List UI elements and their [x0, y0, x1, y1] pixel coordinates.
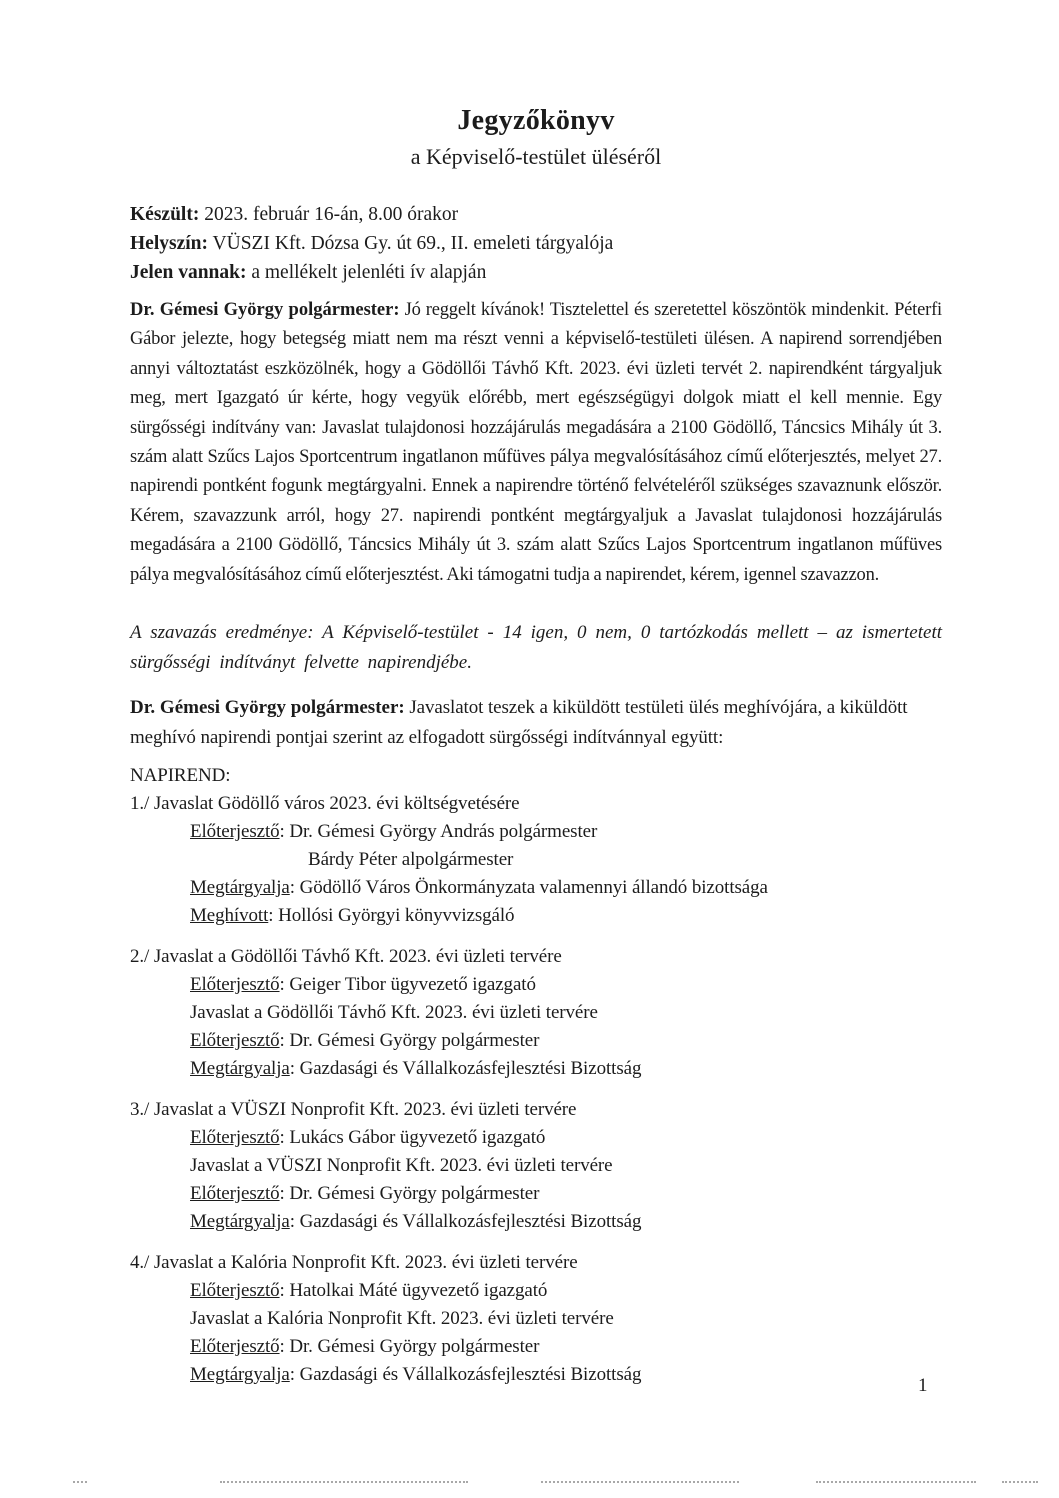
napirend-item-3-line-4: Megtárgyalja: Gazdasági és Vállalkozásfejlesztési Bizottság: [190, 1211, 642, 1232]
scan-artifact-segment: [1002, 1481, 1038, 1483]
speech-paragraph-1: [130, 296, 942, 590]
speech-text-1: Jó reggelt kívánok! Tisztelettel és szeretettel köszöntök mindenkit. Péterfi Gábor jelezte, hogy betegség miatt nem ma részt venni a képviselő-testületi ülésen. A napirend sorrendjében annyi változtatást eszközölnék, hogy a Gödöllői Távhő Kft. 2023. évi üzleti tervét 2. napirendként tárgyaljuk meg, mert Igazgató úr kérte, hogy vegyük előrébb, mert egészségügyi dolgok miatt el kell mennie. Egy sürgősségi indítvány van: Javaslat tulajdonosi hozzájárulás megadására a 2100 Gödöllő, Táncsics Mihály út 3. szám alatt Szűcs Lajos Sportcentrum ingatlanon műfüves pálya megvalósításához című előterjesztés, melyet 27. napirendi pontként fogunk megtárgyalni. Ennek a napirendre történő felvételéről szükséges szavaznunk először. Kérem, szavazzunk arról, hogy 27. napirendi pontként megtárgyaljuk a Javaslat tulajdonosi hozzájárulás megadására a 2100 Gödöllő, Táncsics Mihály út 3. szám alatt Szűcs Lajos Sportcentrum ingatlanon műfüves pálya megvalósításához című előterjesztést. Aki támogatni tudja a napirendet, kérem, igennel szavazzon.: [130, 300, 942, 585]
meta-helyszin-row: [130, 229, 942, 258]
napirend-item-2-line-1: Előterjesztő: Geiger Tibor ügyvezető igazgató: [190, 974, 536, 995]
napirend-item-4-line-2: Javaslat a Kalória Nonprofit Kft. 2023. évi üzleti tervére: [190, 1308, 614, 1329]
scan-artifact-segment: [541, 1481, 739, 1483]
napirend-item-3-line-2: Javaslat a VÜSZI Nonprofit Kft. 2023. évi üzleti tervére: [190, 1155, 613, 1176]
meta-keszult-row: [130, 200, 942, 229]
meta-block: [130, 200, 942, 287]
scan-artifact-segment: [220, 1481, 468, 1483]
document-subtitle: a Képviselő-testület üléséről: [410, 144, 662, 169]
napirend-item-1-title: 1./ Javaslat Gödöllő város 2023. évi költségvetésére: [130, 793, 520, 814]
napirend-item-2-line-2: Javaslat a Gödöllői Távhő Kft. 2023. évi üzleti tervére: [190, 1002, 598, 1023]
napirend-section: [130, 762, 942, 1389]
napirend-item-4-title: 4./ Javaslat a Kalória Nonprofit Kft. 2023. évi üzleti tervére: [130, 1252, 578, 1273]
meta-helyszin-label: Helyszín:: [130, 233, 208, 254]
napirend-item-2: [130, 943, 942, 1083]
page-number: 1: [918, 1375, 928, 1396]
document-header: [130, 105, 942, 170]
meta-jelen-row: [130, 258, 942, 287]
napirend-item-2-title: 2./ Javaslat a Gödöllői Távhő Kft. 2023. évi üzleti tervére: [130, 946, 562, 967]
napirend-item-3-line-1: Előterjesztő: Lukács Gábor ügyvezető igazgató: [190, 1127, 546, 1148]
meta-keszult-value: 2023. február 16-án, 8.00 órakor: [204, 204, 459, 225]
speech-text-2: Javaslatot teszek a kiküldött testületi ülés meghívójára, a kiküldött meghívó napirendi pontjai szerint az elfogadott sürgősségi indítvánnyal együtt:: [130, 697, 908, 748]
speaker-name-2: Dr. Gémesi György polgármester:: [130, 697, 405, 718]
meta-jelen-label: Jelen vannak:: [130, 262, 247, 283]
napirend-item-1-line-3: Megtárgyalja: Gödöllő Város Önkormányzata valamennyi állandó bizottsága: [190, 877, 768, 898]
napirend-item-1-line-1: Előterjesztő: Dr. Gémesi György András polgármester: [190, 821, 598, 842]
napirend-item-3-line-3: Előterjesztő: Dr. Gémesi György polgármester: [190, 1183, 540, 1204]
napirend-item-1-line-2: Bárdy Péter alpolgármester: [308, 849, 514, 870]
napirend-item-3-title: 3./ Javaslat a VÜSZI Nonprofit Kft. 2023. évi üzleti tervére: [130, 1099, 577, 1120]
speech-paragraph-2: [130, 693, 942, 752]
napirend-heading: NAPIREND:: [130, 765, 231, 786]
scan-artifact-segment: [73, 1481, 87, 1483]
napirend-item-4-line-1: Előterjesztő: Hatolkai Máté ügyvezető igazgató: [190, 1280, 548, 1301]
napirend-item-4-line-4: Megtárgyalja: Gazdasági és Vállalkozásfejlesztési Bizottság: [190, 1364, 642, 1385]
scan-artifact-segment: [816, 1481, 976, 1483]
napirend-item-4: [130, 1249, 942, 1389]
meta-keszult-label: Készült:: [130, 204, 200, 225]
napirend-item-3: [130, 1096, 942, 1236]
meta-jelen-value: a mellékelt jelenléti ív alapján: [251, 262, 487, 283]
vote-result-paragraph: A szavazás eredménye: A Képviselő-testület - 14 igen, 0 nem, 0 tartózkodás mellett – az ismertetett sürgősségi indítványt felvette napirendjébe.: [130, 622, 942, 673]
napirend-item-1: [130, 790, 942, 930]
napirend-item-1-line-4: Meghívott: Hollósi Györgyi könyvvizsgáló: [190, 905, 515, 926]
document-title: Jegyzőkönyv: [457, 105, 615, 136]
meta-helyszin-value: VÜSZI Kft. Dózsa Gy. út 69., II. emeleti tárgyalója: [212, 233, 614, 254]
speaker-name-1: Dr. Gémesi György polgármester:: [130, 300, 400, 320]
napirend-item-2-line-4: Megtárgyalja: Gazdasági és Vállalkozásfejlesztési Bizottság: [190, 1058, 642, 1079]
napirend-item-2-line-3: Előterjesztő: Dr. Gémesi György polgármester: [190, 1030, 540, 1051]
napirend-item-4-line-3: Előterjesztő: Dr. Gémesi György polgármester: [190, 1336, 540, 1357]
